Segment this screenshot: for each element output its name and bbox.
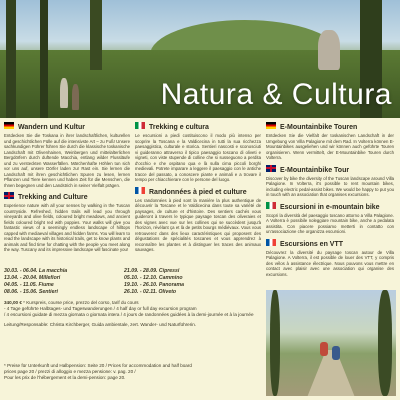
- tour-dates: [4, 268, 260, 295]
- column-right: [266, 122, 394, 281]
- price-line: / 4 escursioni guidate di mezza giornata o giornata intera / 4 jours de randonnées guidées à la demi-journée et à la journée: [4, 312, 254, 317]
- date-entry: 05.10. - 12.10. Cammino: [124, 275, 183, 281]
- date-entry: 13.04. - 20.04. Millefiori: [4, 275, 61, 281]
- date-entry: 04.05. - 11.05. Fiume: [4, 282, 54, 288]
- section-text: Découvrez la diversité du paysage toscan autour de Villa Palagione. A Volterra, il est possible de louer des VTT, y compris des vélos à assistance électrique. Nous pouvons vous mettre en contact avec plaisir avec une association qui organise des excursions.: [266, 249, 394, 277]
- section-heading: Trekking and Culture: [4, 192, 130, 201]
- date-entry: 21.09. - 28.09. Cipressi: [124, 268, 180, 274]
- date-entry: 26.10. - 02.11. Oliveto: [124, 289, 177, 295]
- section-heading: Escursioni in e-mountain bike: [266, 202, 394, 211]
- photo-cyclist: [320, 342, 328, 356]
- flag-it-icon: [266, 202, 276, 209]
- section-text: Discover by bike the diversity of the Tuscan landscape around Villa Palagione. In Volterra, it's possible to rent mountain bikes, including electric pedal-assist bikes. We would be happy to put you in touch with an association that organises excursions.: [266, 175, 394, 197]
- photo-tree: [378, 290, 392, 396]
- flag-gb-icon: [4, 192, 14, 199]
- section-text: Les randonnées à pied sont la manière la plus authentique de découvrir la Toscane et le Valdicecina dans toute sa variété de paysages, de culture et d'histoire. Des sentiers cachés vous guideront à travers le typique paysage toscan des oliveraies et des vignes avec vue sur les collines qui se succèdent jusqu'à l'horizon, révélant ça et là de petits bourgs médiévaux. Vous vous retrouverez dans des lieux caractéristiques qui proposent des dégustations de spécialités toscanes et vous apprendrez à reconnaître les plantes et à distinguer les traces des animaux sauvages.: [135, 197, 261, 252]
- section-text: Entdecken Sie die Vielfalt der toskanischen Landschaft in der Umgebung von Villa Palagione mit dem Rad. In Volterra können E-Mountainbikes ausgeliehen und wir können auch geführte Touren organisieren. Wenn vermittelt, der E-Mountainbike Touren durch Volterra.: [266, 133, 394, 160]
- photo-tree: [270, 290, 280, 396]
- date-entry: 30.03. - 06.04. La macchia: [4, 268, 68, 274]
- section-heading: E-Mountainbike Touren: [266, 122, 394, 131]
- section-text: Scopri la diversità del paesaggio toscano attorno a Villa Palagione. A Volterra è possibile noleggiare mountain bike, anche a pedalata assistita. Con piacere possiamo metterti in contatto con un'associazione che organizza escursioni.: [266, 212, 394, 234]
- banner-tree: [90, 0, 102, 70]
- page-title: Natura & Cultura: [160, 78, 392, 111]
- section-heading: Wandern und Kultur: [4, 122, 130, 131]
- flag-de-icon: [4, 122, 14, 129]
- section-heading: Randonnées à pied et culture: [135, 187, 261, 196]
- photo-road: [306, 350, 356, 396]
- flag-fr-icon: [266, 239, 276, 246]
- column-middle: [135, 122, 261, 257]
- section-text: Le escursioni a piedi costituiscono il modo più intenso per scoprire la Toscana e la Valdicecina in tutti la sua ricchezza paesaggistica, culturale e storica. Sentieri nascosti e sconosciuti vi guideranno attraverso il tipico paesaggio toscano di oliveti e vigneti, con viste stupende di colline che si susseguono a perdita d'occhio e che ospitano qua e là sulla cima piccoli borghi medievali. Potrete imparare a leggere il paesaggio con le antiche tracce del passato, a conoscere piante e animali e a trovare il tempo per chiacchierare con le persone del luogo.: [135, 133, 261, 182]
- date-entry: 08.06. - 15.06. Sentieri: [4, 289, 58, 295]
- price-line: - 4 Tage geführte Halbtages- und Tageswanderungen / 4 half day or full day excursion program: [4, 306, 197, 311]
- photo-cyclist: [332, 346, 340, 360]
- banner-hiker: [60, 78, 68, 108]
- footnote-line: prices page 20 / prezzi di alloggio e mezza pensione: v. pag. 20 /: [4, 369, 136, 374]
- section-heading: E-Mountainbike Tour: [266, 165, 394, 174]
- section-text: Experience nature with all your senses by walking in the Tuscan countryside. Refreshed, hidden trails will lead you through vineyards and olive fields, coloured bright meadows, and ancient fields coloured bright red with poppies. Your walks will give you fantastic views of a seemingly endless landscape of hilltops capped with mediaeval villages and hidden farms. You will learn to read the landscape with its historical trails, get to know plants and animals and find time for chatting with the people you meet along the way. Tuscany and its impressive landscape will fascinate you!: [4, 203, 130, 252]
- flag-it-icon: [135, 122, 145, 129]
- footnote-line: Pour les prix de l'hébergement et la demi-pension: page 20.: [4, 375, 126, 380]
- flag-fr-icon: [135, 187, 145, 194]
- date-entry: 19.10. - 26.10. Panorama: [124, 282, 184, 288]
- section-heading: Escursions en VTT: [266, 239, 394, 248]
- banner-guide: [318, 30, 340, 70]
- column-left: [4, 122, 130, 257]
- cyclists-photo: [266, 290, 396, 396]
- banner-tree: [40, 0, 48, 118]
- footnote: [4, 363, 260, 381]
- price-info: [4, 300, 260, 328]
- banner-tree: [6, 0, 16, 118]
- price-line: 340,00 € * Kurspreis, course price, prezzo del corso, tarif du cours: [4, 300, 139, 305]
- banner-hiker: [72, 84, 79, 110]
- section-heading: Trekking e cultura: [135, 122, 261, 131]
- flag-de-icon: [266, 122, 276, 129]
- flag-gb-icon: [266, 165, 276, 172]
- header-banner-photo: [0, 0, 400, 118]
- footnote-line: * Preise für Unterkunft und Halbpension: Seite 20 / Prices for accommodation and half board: [4, 363, 192, 368]
- section-text: Entdecken Sie die Toskana in ihrer landschaftlichen, kulturellen und geschichtlichen Fülle auf die intensivste Art – zu Fuß! Unsere sachkundigen Führer führen Sie durch die klassische toskanische Landschaft mit Olivenhainen, Weinbergen und mittelalterlichen Bergdörfern durch duftende Macchia, entlang wilder Flussläufe und zu versteckten Wasserfällen. Märchenhafte Höhlen tun sich vor uns auf, unsere Dörfer laden zur Rast ein. Sie lernen die Landschaft mit ihren geschichtlichen Spuren zu lesen, lernen Pflanzen und Tiere kennen und haben Zeit für die Menschen, die Ihnen begegnen und den Landstrich in seiner Vielfalt prägen.: [4, 133, 130, 188]
- leader-info: Leitung/Responsable: Christa Kirchberger, Guida ambientale, zert. Wander- und Naturführerin.: [4, 322, 197, 327]
